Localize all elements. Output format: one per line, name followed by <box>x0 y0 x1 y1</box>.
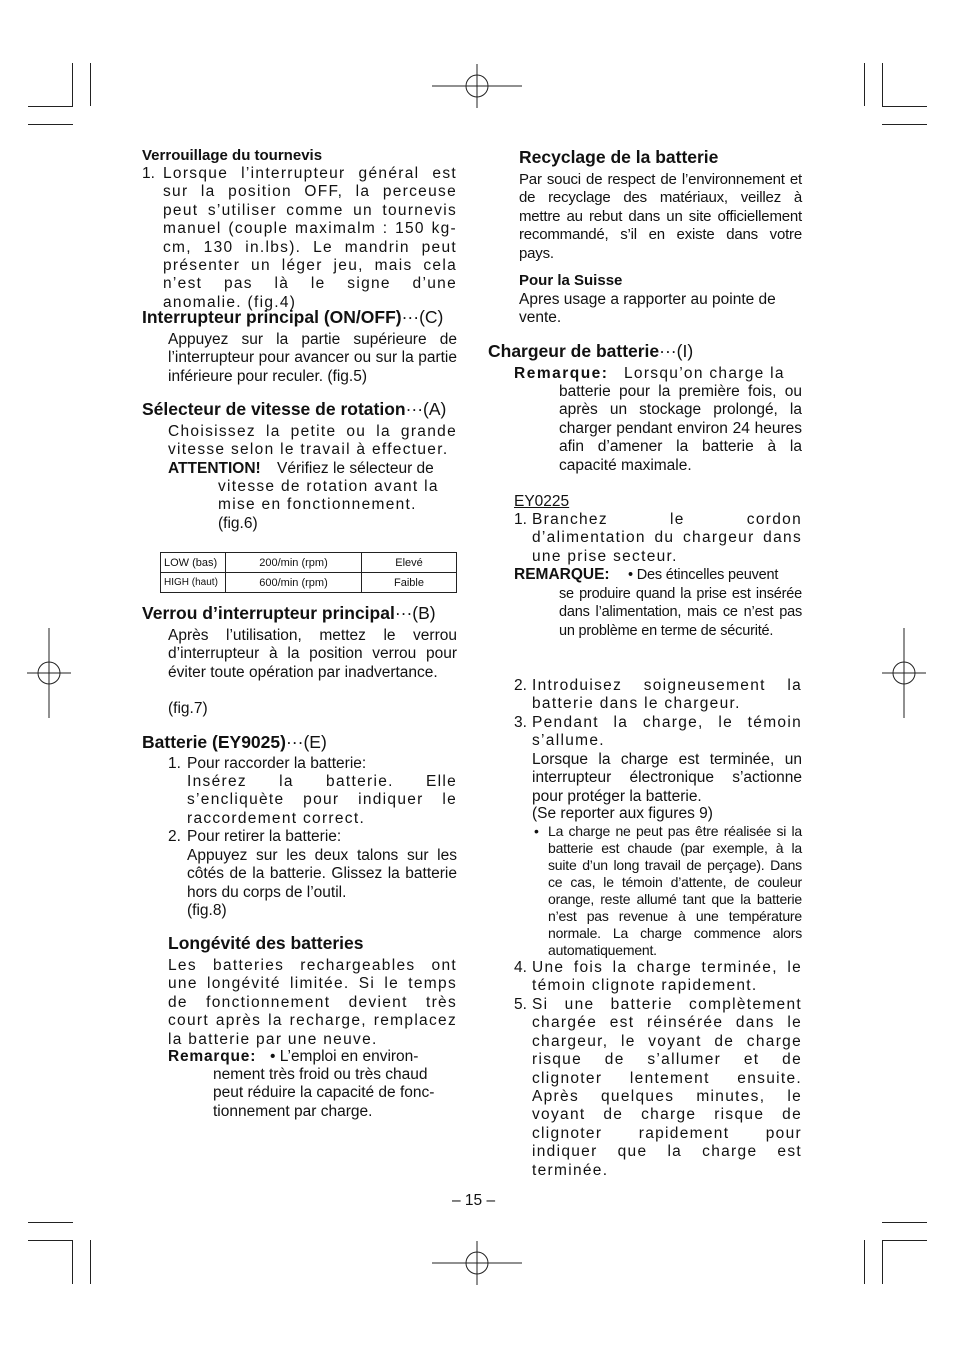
chargeur-title: Chargeur de batterie <box>488 341 660 361</box>
attention-text-first: Vérifiez le sélecteur de <box>277 460 434 477</box>
batterie-item2-num: 2. <box>168 828 181 845</box>
verrou-suffix: ···(B) <box>394 603 436 623</box>
remarque2-first: • Des étincelles peuvent <box>628 567 779 583</box>
recyclage-title: Recyclage de la batterie <box>519 147 719 167</box>
step2-num: 2. <box>514 677 527 694</box>
interrupteur-text: Appuyez sur la partie supérieure de l’interrupteur pour avancer ou sur la partie inférieure pour reculer. (fig.5) <box>168 331 457 385</box>
verrouillage-title: Verrouillage du tournevis <box>142 147 323 164</box>
batterie-title: Batterie (EY9025) <box>142 732 286 752</box>
table-cell: 200/min (rpm) <box>226 553 362 573</box>
registration-mark-top <box>432 64 522 108</box>
batterie-item1-head: Pour raccorder la batterie: <box>187 755 367 772</box>
step4-num: 4. <box>514 959 527 976</box>
verrou-text: Après l’utilisation, mettez le verrou d’interrupteur à la position verrou pour éviter toute opération par inadvertance. <box>168 627 457 681</box>
interrupteur-heading <box>142 307 443 328</box>
step1-num: 1. <box>514 511 527 528</box>
interrupteur-title: Interrupteur principal (ON/OFF) <box>142 307 402 327</box>
suisse-title: Pour la Suisse <box>519 272 623 289</box>
page-number: – 15 – <box>452 1192 496 1209</box>
step3-text: Pendant la charge, le témoin s’allume. <box>532 714 802 750</box>
longevite-title: Longévité des batteries <box>168 933 364 953</box>
selecteur-title: Sélecteur de vitesse de rotation <box>142 399 406 419</box>
step3-c: (Se reporter aux figures 9) <box>532 805 713 822</box>
speed-table <box>160 552 457 593</box>
selecteur-fig: (fig.6) <box>218 515 258 532</box>
attention-label: ATTENTION! <box>168 460 261 477</box>
registration-mark-right <box>882 628 926 718</box>
chargeur-suffix: ···(I) <box>659 341 694 361</box>
step3-bullet: • <box>534 823 539 839</box>
table-cell: Elevé <box>362 553 457 573</box>
table-cell: Faible <box>362 573 457 593</box>
selecteur-heading <box>142 399 446 420</box>
selecteur-text: Choisissez la petite ou la grande vitesse selon le travail à effectuer. <box>168 423 457 459</box>
batterie-item2-text: Appuyez sur les deux talons sur les côtés de la batterie. Glissez la batterie hors du corps de l’outil. <box>187 847 457 901</box>
longevite-text: Les batteries rechargeables ont une longévité limitée. Si le temps de fonctionnement devient très court après la recharge, remplacez la batterie par une neuve. <box>168 957 457 1048</box>
chargeur-remarque-label: Remarque: <box>514 365 609 382</box>
step1-text: Branchez le cordon d’alimentation du chargeur dans une prise secteur. <box>532 511 802 565</box>
table-row <box>161 573 457 593</box>
batterie-item2-head: Pour retirer la batterie: <box>187 828 342 845</box>
interrupteur-suffix: ···(C) <box>401 307 444 327</box>
verrou-fig: (fig.7) <box>168 700 208 717</box>
longevite-remarque-first: • L’emploi en environ- <box>270 1048 419 1065</box>
table-cell: 600/min (rpm) <box>226 573 362 593</box>
chargeur-remarque-text: batterie pour la première fois, ou après un stockage prolongé, la charger pendant environ 24 heures afin d’amener la batterie à la capacité maximale. <box>559 383 802 474</box>
batterie-suffix: ···(E) <box>285 732 327 752</box>
recyclage-text: Par souci de respect de l’environnement et de recyclage des matériaux, veillez à mettre au rebut dans un site officiellement recommandé, s’il en existe dans votre pays. <box>519 171 802 262</box>
charger-model: EY0225 <box>514 493 570 510</box>
step4-text: Une fois la charge terminée, le témoin clignote rapidement. <box>532 959 802 995</box>
table-cell: HIGH (haut) <box>161 573 226 593</box>
step3-num: 3. <box>514 714 527 731</box>
verrouillage-num: 1. <box>142 165 155 182</box>
batterie-heading <box>142 732 327 753</box>
batterie-fig: (fig.8) <box>187 902 227 919</box>
registration-mark-bottom <box>432 1241 522 1285</box>
step2-text: Introduisez soigneusement la batterie dans le chargeur. <box>532 677 802 713</box>
selecteur-suffix: ···(A) <box>405 399 447 419</box>
suisse-text: Apres usage a rapporter au pointe de vente. <box>519 291 776 327</box>
step5-num: 5. <box>514 996 527 1013</box>
verrou-heading <box>142 603 436 624</box>
longevite-remarque-label: Remarque: <box>168 1048 257 1065</box>
longevite-remarque-text: nement très froid ou très chaud peut réduire la capacité de fonc- tionnement par charge. <box>213 1066 435 1120</box>
step3-note: La charge ne peut pas être réalisée si la batterie est chaude (par exemple, à la suite d’un long travail de perçage). Dans ce cas, le témoin d’attente, de couleur orange, reste allumé tant que la batterie n’est pas revenue à une température normale. La charge commence alors automatiquement. <box>548 823 802 958</box>
verrouillage-text: Lorsque l’interrupteur général est sur la position OFF, la perceuse peut s’utiliser comme un tournevis manuel (couple maximalm : 150 kg-cm, 130 in.lbs). Le mandrin peut présenter un léger jeu, mais cela n’est pas là le signe d’une anomalie. (fig.4) <box>163 165 457 311</box>
remarque2-label: REMARQUE: <box>514 566 610 583</box>
step3-b: Lorsque la charge est terminée, un interrupteur électronique s’actionne pour protéger la batterie. <box>532 751 802 805</box>
verrou-title: Verrou d’interrupteur principal <box>142 603 395 623</box>
batterie-item1-num: 1. <box>168 755 181 772</box>
attention-text: vitesse de rotation avant la mise en fonctionnement. <box>218 478 439 514</box>
chargeur-heading <box>488 341 693 362</box>
batterie-item1-text: Insérez la batterie. Elle s’encliquète pour indiquer le raccordement correct. <box>187 773 457 827</box>
registration-mark-left <box>27 628 71 718</box>
table-cell: LOW (bas) <box>161 553 226 573</box>
step5-text: Si une batterie complètement chargée est réinsérée dans le chargeur, le voyant de charge risque de s’allumer et de clignoter lentement ensuite. Après quelques minutes, le voyant de charge risque de clignoter rapidement pour indiquer que la charge est terminée. <box>532 996 802 1179</box>
table-row <box>161 553 457 573</box>
chargeur-remarque-first: Lorsqu’on charge la <box>624 365 785 382</box>
remarque2-text: se produire quand la prise est insérée dans l’alimentation, mais ce n’est pas un problème en terme de sécurité. <box>559 586 802 639</box>
